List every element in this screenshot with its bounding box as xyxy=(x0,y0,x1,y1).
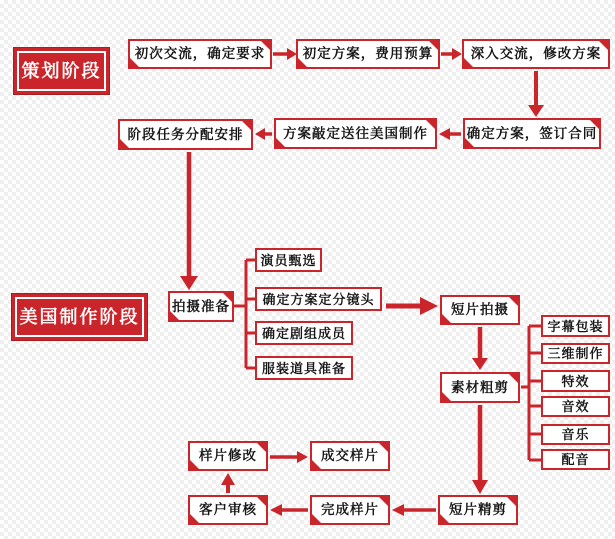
node-casting: 演员甄选 xyxy=(255,248,322,272)
arrow-initial-plan-to-deep-discussion xyxy=(441,48,462,60)
arrow-sample-revision-to-deal-sample xyxy=(270,451,308,463)
arrow-task-assignment-to-shoot-prep xyxy=(180,152,198,290)
node-cg-3d: 三维制作 xyxy=(541,343,610,364)
node-deal-sample: 成交样片 xyxy=(310,441,390,471)
node-vfx: 特效 xyxy=(541,370,610,392)
phase-planning xyxy=(13,47,110,95)
arrow-sample-done-to-client-review xyxy=(270,504,308,516)
arrow-prep-to-short-shoot xyxy=(386,297,438,315)
node-dubbing: 配音 xyxy=(541,449,610,470)
arrow-confirm-contract-to-send-to-us xyxy=(439,128,461,140)
arrow-client-review-to-sample-revision xyxy=(221,473,235,493)
node-crew: 确定剧组成员 xyxy=(255,321,353,345)
node-deep-discussion: 深入交流，修改方案 xyxy=(462,39,610,69)
node-confirm-contract: 确定方案，签订合同 xyxy=(463,118,601,149)
bracket-rough-cut-group xyxy=(521,326,541,460)
arrow-first-contact-to-initial-plan xyxy=(273,48,297,60)
node-task-assignment: 阶段任务分配安排 xyxy=(118,119,253,150)
node-sample-done: 完成样片 xyxy=(310,495,390,525)
node-send-to-us: 方案敲定送往美国制作 xyxy=(274,118,437,149)
arrow-deep-discussion-to-confirm-contract xyxy=(528,71,544,117)
arrow-fine-cut-to-sample-done xyxy=(392,504,436,516)
phase-us-production xyxy=(11,293,148,341)
arrow-send-to-us-to-task-assignment xyxy=(255,128,272,140)
arrow-rough-cut-to-fine-cut xyxy=(472,405,488,494)
phase-planning-label: 策划阶段 xyxy=(17,51,106,91)
node-client-review: 客户审核 xyxy=(188,495,268,525)
node-first-contact: 初次交流，确定要求 xyxy=(128,39,272,69)
node-rough-cut: 素材粗剪 xyxy=(440,372,520,403)
node-shoot-prep: 拍摄准备 xyxy=(168,291,234,322)
bracket-shoot-prep-group xyxy=(234,260,255,368)
node-wardrobe: 服装道具准备 xyxy=(255,356,353,380)
arrow-short-shoot-to-rough-cut xyxy=(472,327,488,370)
node-storyboard: 确定方案定分镜头 xyxy=(255,287,382,311)
node-subtitle-packaging: 字幕包装 xyxy=(541,315,610,337)
phase-us-production-label: 美国制作阶段 xyxy=(15,297,144,337)
node-fine-cut: 短片精剪 xyxy=(438,495,518,525)
node-initial-plan: 初定方案，费用预算 xyxy=(296,39,440,69)
node-sample-revision: 样片修改 xyxy=(188,441,268,471)
node-short-shoot: 短片拍摄 xyxy=(440,295,520,325)
node-sfx: 音效 xyxy=(541,396,610,417)
node-music: 音乐 xyxy=(541,424,610,445)
